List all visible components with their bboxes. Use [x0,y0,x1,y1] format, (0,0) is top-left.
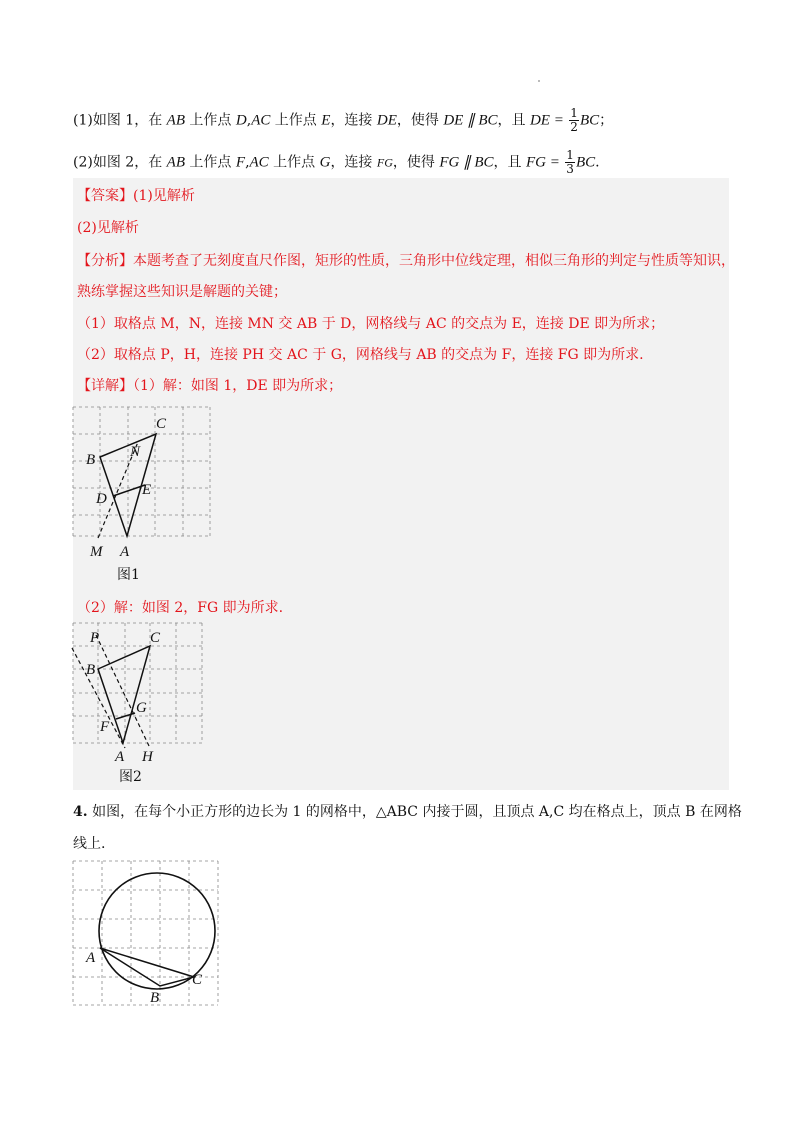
math-de-parallel-bc: DE ∥ BC [443,112,498,129]
figure-1-caption: 图1 [117,567,140,583]
label-p: P [90,630,100,646]
figure-2 [70,620,210,767]
label-n: N [130,444,141,460]
math-de: DE [376,112,397,129]
analysis-label: 【分析】 [77,253,133,269]
grid [73,407,210,536]
math-ab: AB [166,154,185,171]
detail-line-1 [77,375,342,397]
answer-1: (1)见解析 [133,188,195,204]
math-fg: FG [376,155,393,170]
text: ，使得 [396,112,439,129]
text: ，连接 [330,154,373,171]
answer-line-2 [77,217,139,239]
label-d: D [96,491,107,507]
label-e: E [142,482,152,498]
label-c: C [150,630,161,646]
label-b: B [86,452,96,468]
text: 上作点 [184,112,232,129]
label-c: C [156,416,167,432]
figure-q4 [70,858,225,1010]
question-4-text: 如图，在每个小正方形的边长为 1 的网格中，△ABC 内接于圆，且顶点 A,C 均在格点上，顶点 B 在网格 [92,804,742,820]
text: . [595,154,600,171]
text: ； [599,112,614,129]
triangle-abc [100,948,194,986]
label-a: A [86,950,96,966]
text: (2)如图 2，在 [73,154,163,171]
answer-2: (2)见解析 [77,220,139,236]
detail-label: 【详解】 [77,378,133,394]
analysis-text: 熟练掌握这些知识是解题的关键； [77,284,287,300]
fraction-denominator: 3 [566,162,574,176]
math-ac: AC [249,154,269,171]
label-a: A [115,749,125,765]
step-2-text: （2）取格点 P，H，连接 PH 交 AC 于 G，网格线与 AB 的交点为 F，连接 FG 即为所求. [77,347,644,363]
analysis-text: 本题考查了无刻度直尺作图，矩形的性质，三角形中位线定理，相似三角形的判定与性质等知识， [133,253,735,269]
math-e: E [321,112,331,129]
line-extra [72,648,125,748]
math-f: F [235,154,246,171]
math-fg-eq: FG = [525,154,560,171]
analysis-line-2 [77,281,287,303]
label-b: B [86,662,96,678]
label-m: M [90,544,103,560]
fraction-numerator: 1 [570,106,578,120]
question-part-2 [73,149,600,176]
text: ，且 [493,154,522,171]
text: , [246,112,252,129]
fraction-one-third [565,149,575,176]
label-h: H [142,749,153,765]
math-ab: AB [166,112,185,129]
question-4-line-2 [73,833,105,855]
math-fg-parallel-bc: FG ∥ BC [439,154,494,171]
scan-dot [538,80,540,82]
detail-2-text: （2）解：如图 2，FG 即为所求. [77,600,284,616]
segment-fg [116,713,135,719]
text: , [245,154,250,171]
label-g: G [136,700,147,716]
fraction-one-half [569,107,579,134]
math-g: G [319,154,331,171]
detail-line-2 [77,597,283,619]
analysis-line-1 [77,250,735,272]
math-bc: BC [575,154,596,171]
label-b: B [150,990,160,1006]
text: ，且 [497,112,526,129]
step-1 [77,313,664,335]
question-4-line-1 [73,801,742,823]
label-a: A [120,544,130,560]
math-ac: AC [251,112,271,129]
math-d: D [235,112,247,129]
answer-label: 【答案】 [77,188,133,204]
math-de-eq: DE = [529,112,564,129]
question-part-1 [73,107,613,134]
fraction-numerator: 1 [566,148,574,162]
fraction-denominator: 2 [570,120,578,134]
step-2 [77,344,644,366]
figure-2-caption: 图2 [119,769,142,785]
step-1-text: （1）取格点 M，N，连接 MN 交 AB 于 D，网格线与 AC 的交点为 E，连接 DE 即为所求； [77,316,665,332]
label-c: C [192,972,203,988]
detail-1-text: （1）解：如图 1，DE 即为所求； [133,378,343,394]
text: ，连接 [330,112,373,129]
math-bc: BC [579,112,600,129]
label-f: F [100,719,110,735]
text: 上作点 [270,112,317,129]
figure-1 [70,404,215,564]
question-number: 4. [73,804,88,820]
text: 上作点 [184,154,232,171]
text: 上作点 [268,154,316,171]
text: (1)如图 1，在 [73,112,163,129]
answer-line-1 [77,185,195,207]
question-4-text: 线上. [73,836,106,852]
text: ，使得 [392,154,435,171]
